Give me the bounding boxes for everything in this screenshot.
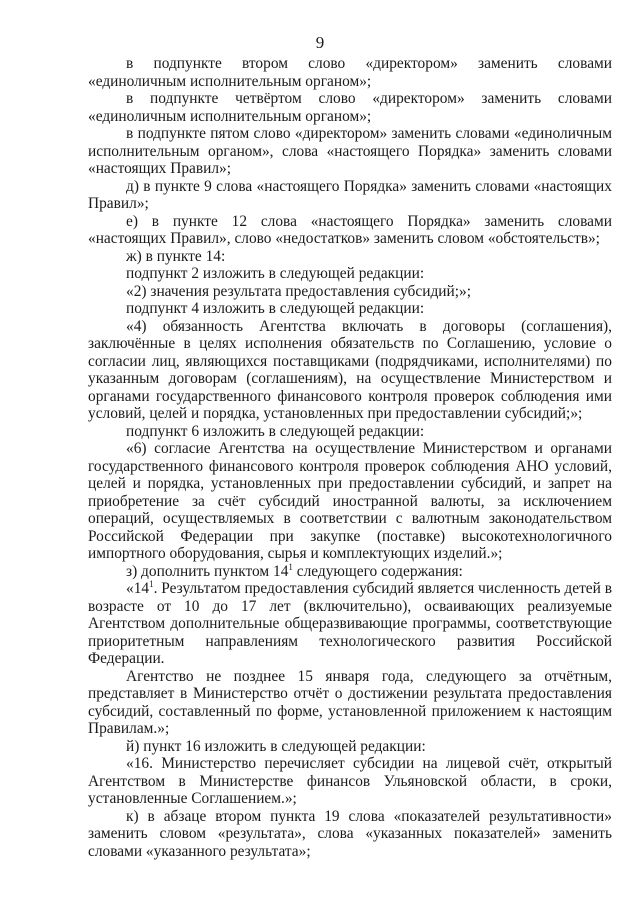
paragraph: «4) обязанность Агентства включать в договоры (соглашения), заключённые в целях исполнения обязательств по Соглашению, условие о согласии лиц, являющихся поставщиками (подрядчиками, исполнителями) по указанным договорам (соглашениям), на осуществление Министерством и органами государственного финансового контроля проверок соблюдения ими условий, целей и порядка, установленных при предоставлении субсидий;»; [88, 317, 612, 422]
paragraph: д) в пункте 9 слова «настоящего Порядка» заменить словами «настоящих Правил»; [88, 177, 612, 212]
paragraph: в подпункте пятом слово «директором» заменить словами «единоличным исполнительным органом», слова «настоящего Порядка» заменить словами «настоящих Правил»; [88, 125, 612, 177]
paragraph: «16. Министерство перечисляет субсидии на лицевой счёт, открытый Агентством в Министерстве финансов Ульяновской области, в сроки, установленные Соглашением.»; [88, 755, 612, 807]
para-z-text-end: следующего содержания: [292, 562, 463, 580]
paragraph: ж) в пункте 14: [126, 247, 226, 265]
document-body [88, 55, 612, 860]
superscript: 1 [149, 578, 154, 589]
paragraph: е) в пункте 12 слова «настоящего Порядка» заменить словами «настоящих Правил», слово «недостатков» заменить словом «обстоятельств»; [88, 212, 612, 247]
paragraph: Агентство не позднее 15 января года, следующего за отчётным, представляет в Министерство отчёт о достижении результата предоставления субсидий, составленный по форме, установленной приложением к настоящим Правилам.»; [88, 667, 612, 737]
page-number: 9 [315, 33, 325, 52]
paragraph: подпункт 2 изложить в следующей редакции: [126, 265, 425, 282]
paragraph: й) пункт 16 изложить в следующей редакции: [126, 737, 426, 755]
para-z-text: з) дополнить пунктом 14 [126, 562, 289, 580]
paragraph: в подпункте четвёртом слово «директором» заменить словами «единоличным исполнительным органом»; [88, 90, 612, 125]
paragraph: подпункт 4 изложить в следующей редакции: [126, 300, 425, 317]
paragraph-z [88, 563, 612, 581]
paragraph: подпункт 6 изложить в следующей редакции: [126, 422, 425, 440]
superscript: 1 [288, 561, 293, 572]
paragraph: «6) согласие Агентства на осуществление Министерством и органами государственного финансового контроля проверок соблюдения АНО условий, целей и порядка, установленных при предоставлении субсидий, и запрет на приобретение за счёт субсидий иностранной валюты, за исключением операций, осуществляемых в соответствии с валютным законодательством Российской Федерации при закупке (поставке) высокотехнологичного импортного оборудования, сырья и комплектующих изделий.»; [88, 440, 612, 562]
paragraph-14-1 [88, 580, 612, 668]
para-14-1-text: «14 [126, 580, 150, 597]
para-14-1-text-end: . Результатом предоставления субсидий является численность детей в возрасте от 10 до 17 лет (включительно), осваивающих реализуемые Агентством дополнительные общеразвивающие программы, соответствующие приоритетным направлениям технологического развития Российской Федерации. [88, 580, 612, 667]
paragraph: в подпункте втором слово «директором» заменить словами «единоличным исполнительным органом»; [88, 55, 612, 90]
paragraph: к) в абзаце втором пункта 19 слова «показателей результативности» заменить словом «результата», слова «указанных показателей» заменить словами «указанного результата»; [88, 807, 612, 860]
paragraph: «2) значения результата предоставления субсидий;»; [126, 282, 471, 300]
